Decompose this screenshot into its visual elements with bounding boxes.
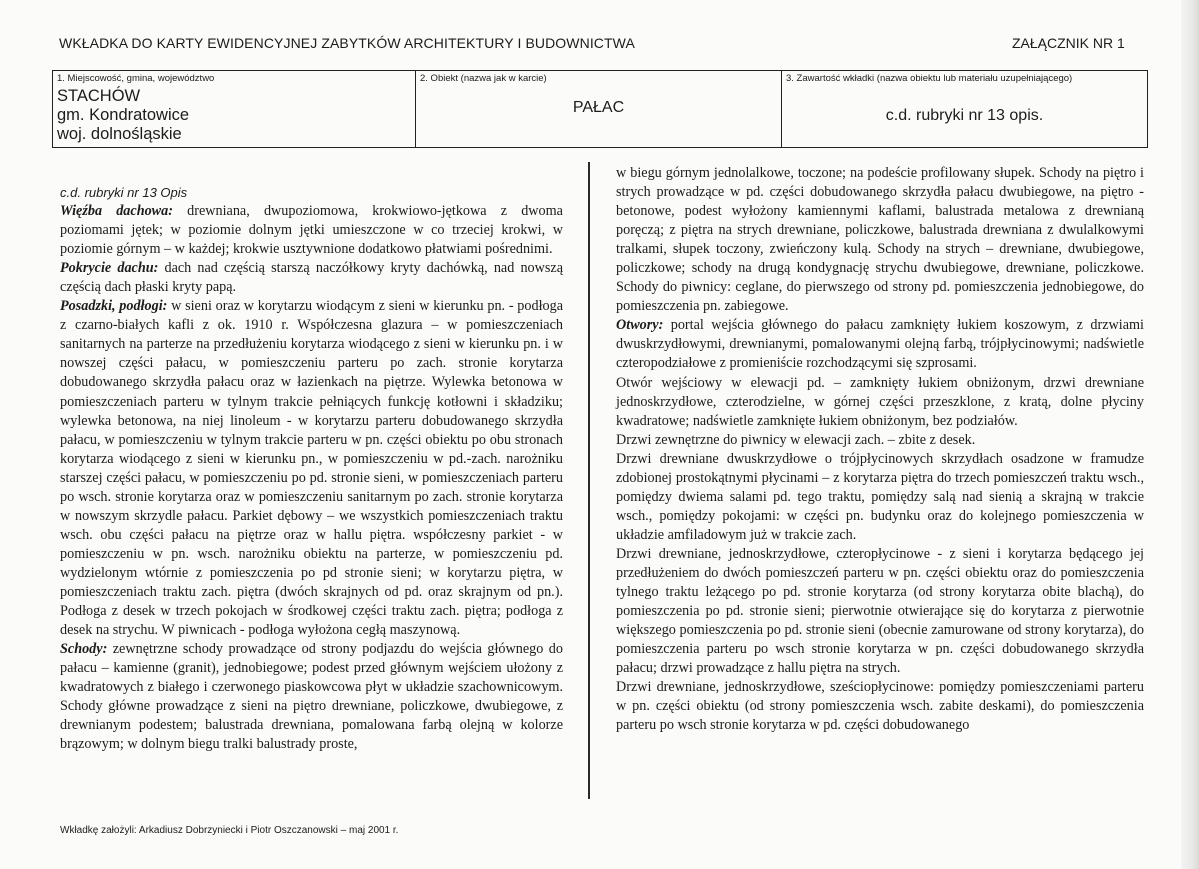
- text-wiezba: drewniana, dwupoziomowa, krokwiowo-jętkowa z dwoma poziomami jętek; w poziomie dolnym jętki umieszczone w co trzeciej krokwi, w poziomie górnym – w każdej; krokwie usztywnione dodatkowo płatwiami pośrednimi.: [60, 203, 563, 258]
- object-label: 2. Obiekt (nazwa jak w karcie): [420, 73, 547, 84]
- paragraph-posadzki: [60, 297, 563, 640]
- paragraph-door-south: Otwór wejściowy w elewacji pd. – zamknięty łukiem obniżonym, drzwi drewniane jednoskrzydłowe, czterodzielne, w górnej części przeszklone, z kratą, dolne płyciny kwadratowe; nadświetle zamknięte łukiem obniżonym, bez podziałów.: [616, 374, 1144, 429]
- annex-number: ZAŁĄCZNIK NR 1: [1012, 35, 1125, 51]
- page-edge-shadow: [1181, 0, 1199, 869]
- paragraph-door-four-panel: Drzwi drewniane, jednoskrzydłowe, czteropłycinowe - z sieni i korytarza będącego jej przedłużeniem do dwóch pomieszczeń parteru w pn. części obiektu oraz do pomieszczenia tylnego traktu leżącego po pd. stronie korytarza (od strony korytarza obite blachą), do pomieszczenia po pd. stronie sieni; pierwotnie otwierające się do korytarza z pierwotnie większego pomieszczenia po pd. stronie sieni (obecnie zamurowane od strony korytarza), do pomieszczenia parteru po wsch stronie korytarza w pn. części dobudowanego skrzydła pałacu; drzwi prowadzące z hallu piętra na strych.: [616, 545, 1144, 677]
- commune-name: gm. Kondratowice: [57, 106, 190, 124]
- content-value: c.d. rubryki nr 13 opis.: [885, 107, 1044, 124]
- location-field: [52, 70, 416, 148]
- column-divider: [588, 162, 590, 799]
- heading-pokrycie: Pokrycie dachu:: [60, 260, 159, 277]
- text-posadzki: w sieni oraz w korytarzu wiodącym z sieni w kierunku pn. - podłoga z czarno-białych kafli z ok. 1910 r. Współczesna glazura – w pomieszczeniach sanitarnych na parterze na przedłużeniu korytarza wiodącego z sieni w kierunku pn. i w nowszej części pałacu, w pomieszczeniu parteru po zach. stronie korytarza dobudowanego skrzydła pałacu oraz w łazienkach na piętrze. Wylewka betonowa w pomieszczeniach parteru w tylnym trakcie pełniących funkcję kotłowni i składziku; wylewka betonowa, na niej linoleum - w korytarzu parteru dobudowanego skrzydła pałacu, w pomieszczeniu w tylnym trakcie parteru w pn. części obiektu po obu stronach korytarza wiodącego z sieni w kierunku pn., w pomieszczeniu w pd.-zach. narożniku starszej części pałacu, w pomieszczeniu po pd. stronie sieni, w pomieszczeniach parteru po wsch. stronie korytarza oraz w pomieszczeniu sanitarnym po zach. stronie korytarza w nowszym skrzydle pałacu. Parkiet dębowy – we wszystkich pomieszczeniach traktu wsch. obu części pałacu na piętrze oraz w hallu piętra. współczesny parkiet - w pomieszczeniu w pn. wsch. narożniku obiektu na parterze, w pomieszczeniu pd. wydzielonym wtórnie z pomieszczenia po pd stronie sieni; w korytarzu piętra, w pomieszczeniach traktu zach. piętra (dwóch skrajnych od pd. oraz skrajnym od pn.). Podłoga z desek w trzech pokojach w środkowej części traktu zach. piętra; podłoga z desek na strychu. W piwnicach - podłoga wyłożona cegłą maszynową.: [60, 298, 563, 639]
- object-value: PAŁAC: [572, 99, 625, 116]
- text-otwory: portal wejścia głównego do pałacu zamknięty łukiem koszowym, z drzwiami dwuskrzydłowymi, drewnianymi, pomalowanymi olejną farbą, trójpłycinowymi; nadświetle czteropodziałowe z promieniście rozchodzącymi się szprosami.: [616, 317, 1144, 372]
- form-title: WKŁADKA DO KARTY EWIDENCYJNEJ ZABYTKÓW ARCHITEKTURY I BUDOWNICTWA: [59, 35, 635, 51]
- heading-otwory: Otwory:: [616, 317, 664, 334]
- location-value: [57, 87, 189, 144]
- paragraph-schody: [60, 640, 563, 754]
- content-field: [781, 70, 1148, 148]
- continuation-heading: c.d. rubryki nr 13 Opis: [60, 185, 188, 200]
- paragraph-door-cellar: Drzwi zewnętrzne do piwnicy w elewacji zach. – zbite z desek.: [616, 431, 976, 448]
- heading-posadzki: Posadzki, podłogi:: [60, 298, 168, 315]
- paragraph-schody-continued: w biegu górnym jednolalkowe, toczone; na podeście profilowany słupek. Schody na piętro i strych prowadzące w pd. części dobudowanego skrzydła pałacu dwubiegowe, na piętro - betonowe, podest wyłożony kamiennymi kaflami, balustrada metalowa z drewnianą poręczą; z piętra na strych drewniane, policzkowe, balustrada drewniana z dwulalkowymi tralkami, słupek toczony, zwieńczony kulą. Schody na strych – drewniane, dwubiegowe, policzkowe; schody na drugą kondygnację strychu dwubiegowe, drewniane, policzkowe. Schody do piwnicy: ceglane, do pierwszego od strony pd. pomieszczenia jednobiegowe, do pomieszczenia pn. zabiegowe.: [616, 165, 1144, 315]
- paragraph-otwory: [616, 316, 1144, 373]
- left-column: [60, 183, 563, 754]
- text-pokrycie: dach nad częścią starszą naczółkowy kryty dachówką, nad nowszą częścią dach płaski kryty papą.: [60, 260, 563, 296]
- heading-wiezba: Więźba dachowa:: [60, 203, 173, 220]
- paragraph-wiezba: [60, 202, 563, 259]
- authors-note: Wkładkę założyli: Arkadiusz Dobrzyniecki i Piotr Oszczanowski – maj 2001 r.: [60, 825, 399, 836]
- voivodeship-name: woj. dolnośląskie: [57, 125, 182, 143]
- paragraph-door-six-panel: Drzwi drewniane, jednoskrzydłowe, sześciopłycinowe: pomiędzy pomieszczeniami parteru w pn. części obiektu (od strony pomieszczenia wsch. zabite deskami), do pomieszczenia parteru po wsch stronie korytarza w pd. części dobudowanego: [616, 679, 1144, 734]
- paragraph-door-double: Drzwi drewniane dwuskrzydłowe o trójpłycinowych skrzydłach osadzone w framudze zdobionej prostokątnymi płycinami – z korytarza piętra do trzech pomieszczeń traktu wsch., pomiędzy dwiema salami pd. tego traktu, pomiędzy salą nad sienią a skrajną w trakcie wsch., pomiędzy pokojami: w części pn. budynku oraz do kolejnego pomieszczenia w układzie amfiladowym już w trakcie zach.: [616, 450, 1144, 543]
- text-schody: zewnętrzne schody prowadzące od strony podjazdu do wejścia głównego do pałacu – kamienne (granit), jednobiegowe; podest przed głównym wejściem ułożony z kwadratowych z białego i czerwonego piaskowcowa płyt w układzie szachownicowym. Schody główne prowadzące z sieni na piętro drewniane, policzkowe, dwubiegowe, z drewnianym podestem; balustrada drewniana, pomalowana farbą olejną w kolorze brązowym; w dolnym biegu tralki balustrady proste,: [60, 641, 563, 753]
- object-field: [415, 70, 782, 148]
- content-label: 3. Zawartość wkładki (nazwa obiektu lub materiału uzupełniającego): [786, 73, 1073, 84]
- paragraph-pokrycie: [60, 259, 563, 297]
- town-name: STACHÓW: [57, 87, 141, 105]
- location-label: 1. Miejscowość, gmina, województwo: [57, 73, 215, 84]
- heading-schody: Schody:: [60, 641, 108, 658]
- right-column: [616, 164, 1144, 735]
